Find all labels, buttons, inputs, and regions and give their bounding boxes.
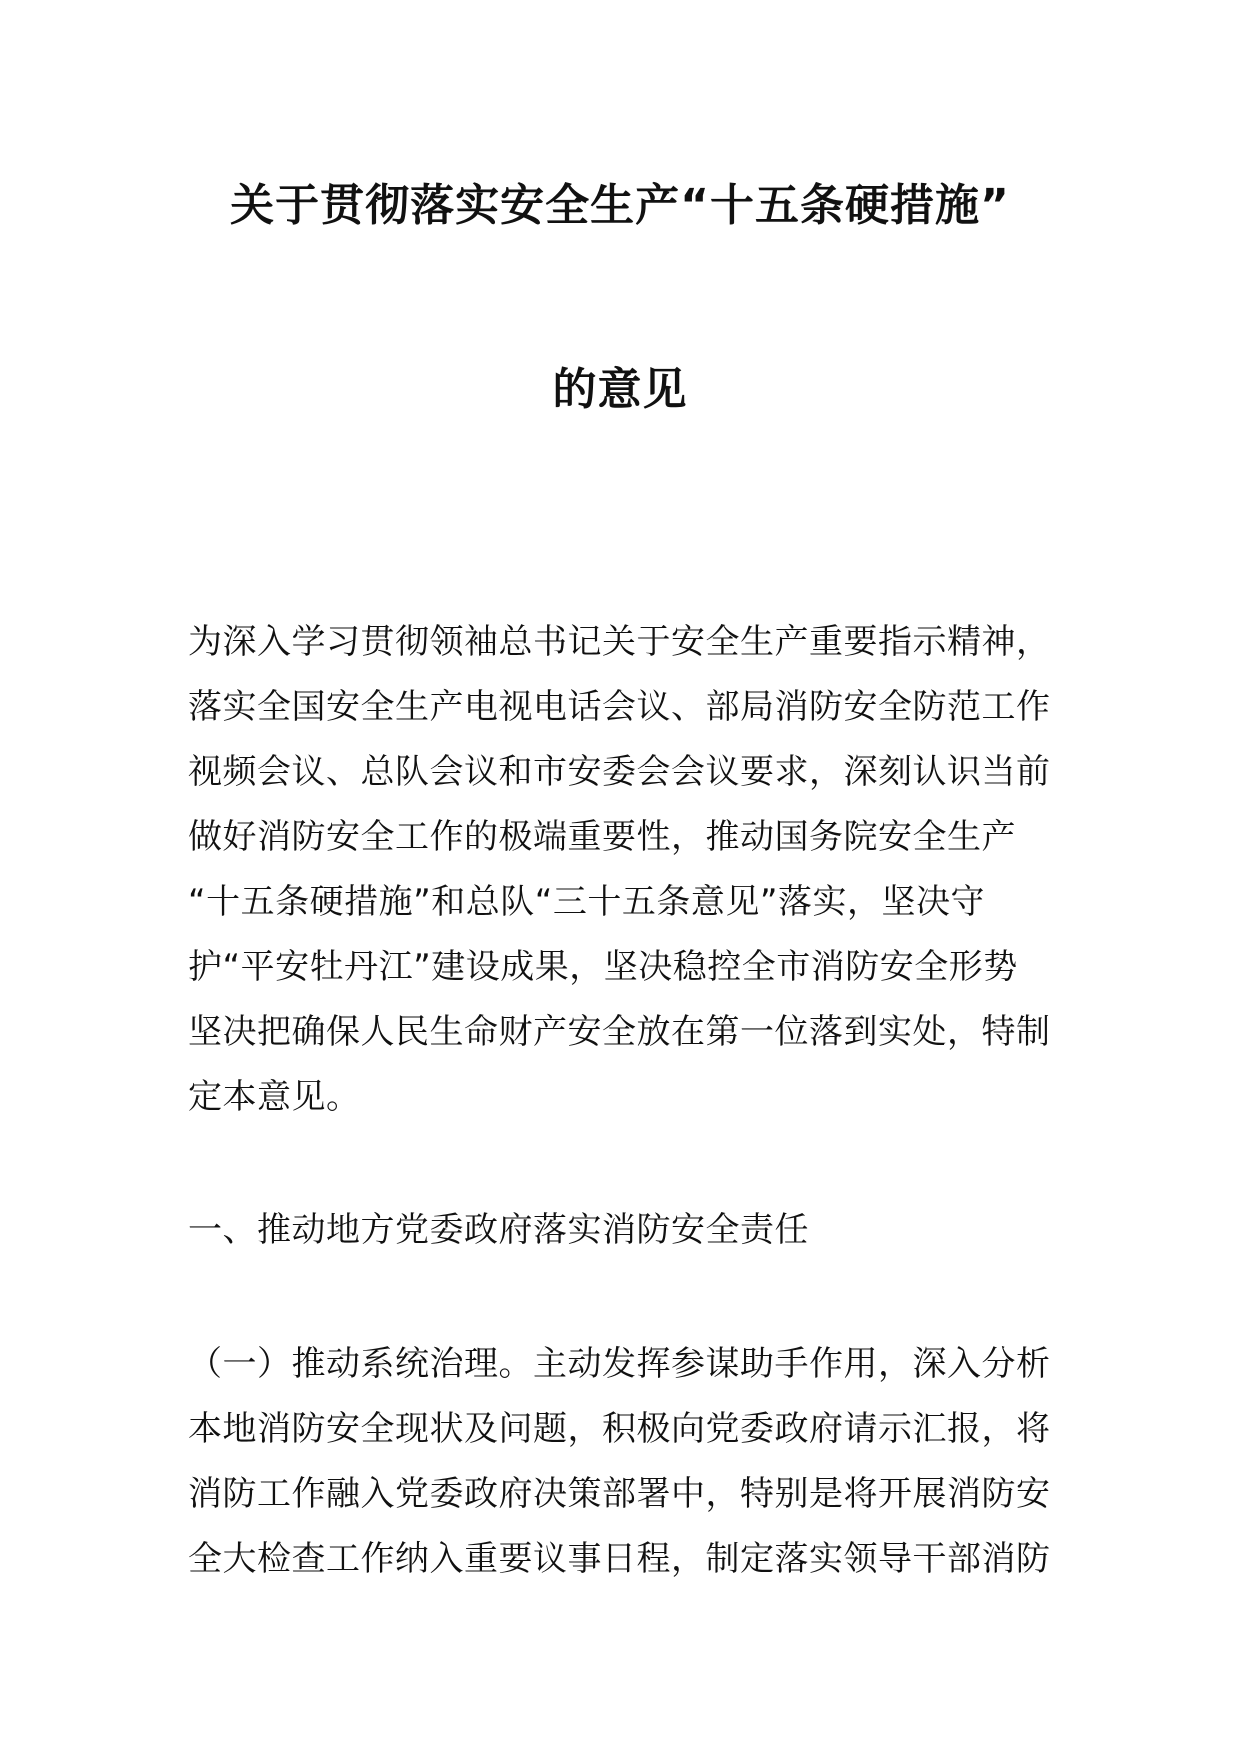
- intro-line-3: 视频会议、总队会议和市安委会会议要求，深刻认识当前: [188, 752, 1051, 792]
- intro-paragraph: [188, 610, 1068, 1130]
- intro-line-4: 做好消防安全工作的极端重要性，推动国务院安全生产: [188, 817, 1016, 857]
- item-1-paragraph: [188, 1332, 1068, 1592]
- intro-line-5: “十五条硬措施”和总队“三十五条意见”落实，坚决守: [188, 882, 985, 922]
- intro-line-1: 为深入学习贯彻领袖总书记关于安全生产重要指示精神，: [188, 622, 1051, 662]
- document-title-line-2: 的意见: [552, 364, 688, 415]
- intro-line-6: 护“平安牡丹江”建设成果，坚决稳控全市消防安全形势: [188, 947, 1018, 987]
- intro-line-7: 坚决把确保人民生命财产安全放在第一位落到实处，特制: [188, 1012, 1051, 1052]
- intro-line-2: 落实全国安全生产电视电话会议、部局消防安全防范工作: [188, 687, 1051, 727]
- section-1-heading: [188, 1198, 1068, 1263]
- section-1-heading-text: 一、推动地方党委政府落实消防安全责任: [188, 1210, 809, 1250]
- document-title-line-1: 关于贯彻落实安全生产“十五条硬措施”: [230, 180, 1010, 231]
- item-1-line-2: 本地消防安全现状及问题，积极向党委政府请示汇报，将: [188, 1409, 1051, 1449]
- intro-line-8: 定本意见。: [188, 1077, 361, 1117]
- item-1-line-4: 全大检查工作纳入重要议事日程，制定落实领导干部消防: [188, 1539, 1051, 1579]
- item-1-line-1: （一）推动系统治理。主动发挥参谋助手作用，深入分析: [188, 1344, 1051, 1384]
- item-1-line-3: 消防工作融入党委政府决策部署中，特别是将开展消防安: [188, 1474, 1051, 1514]
